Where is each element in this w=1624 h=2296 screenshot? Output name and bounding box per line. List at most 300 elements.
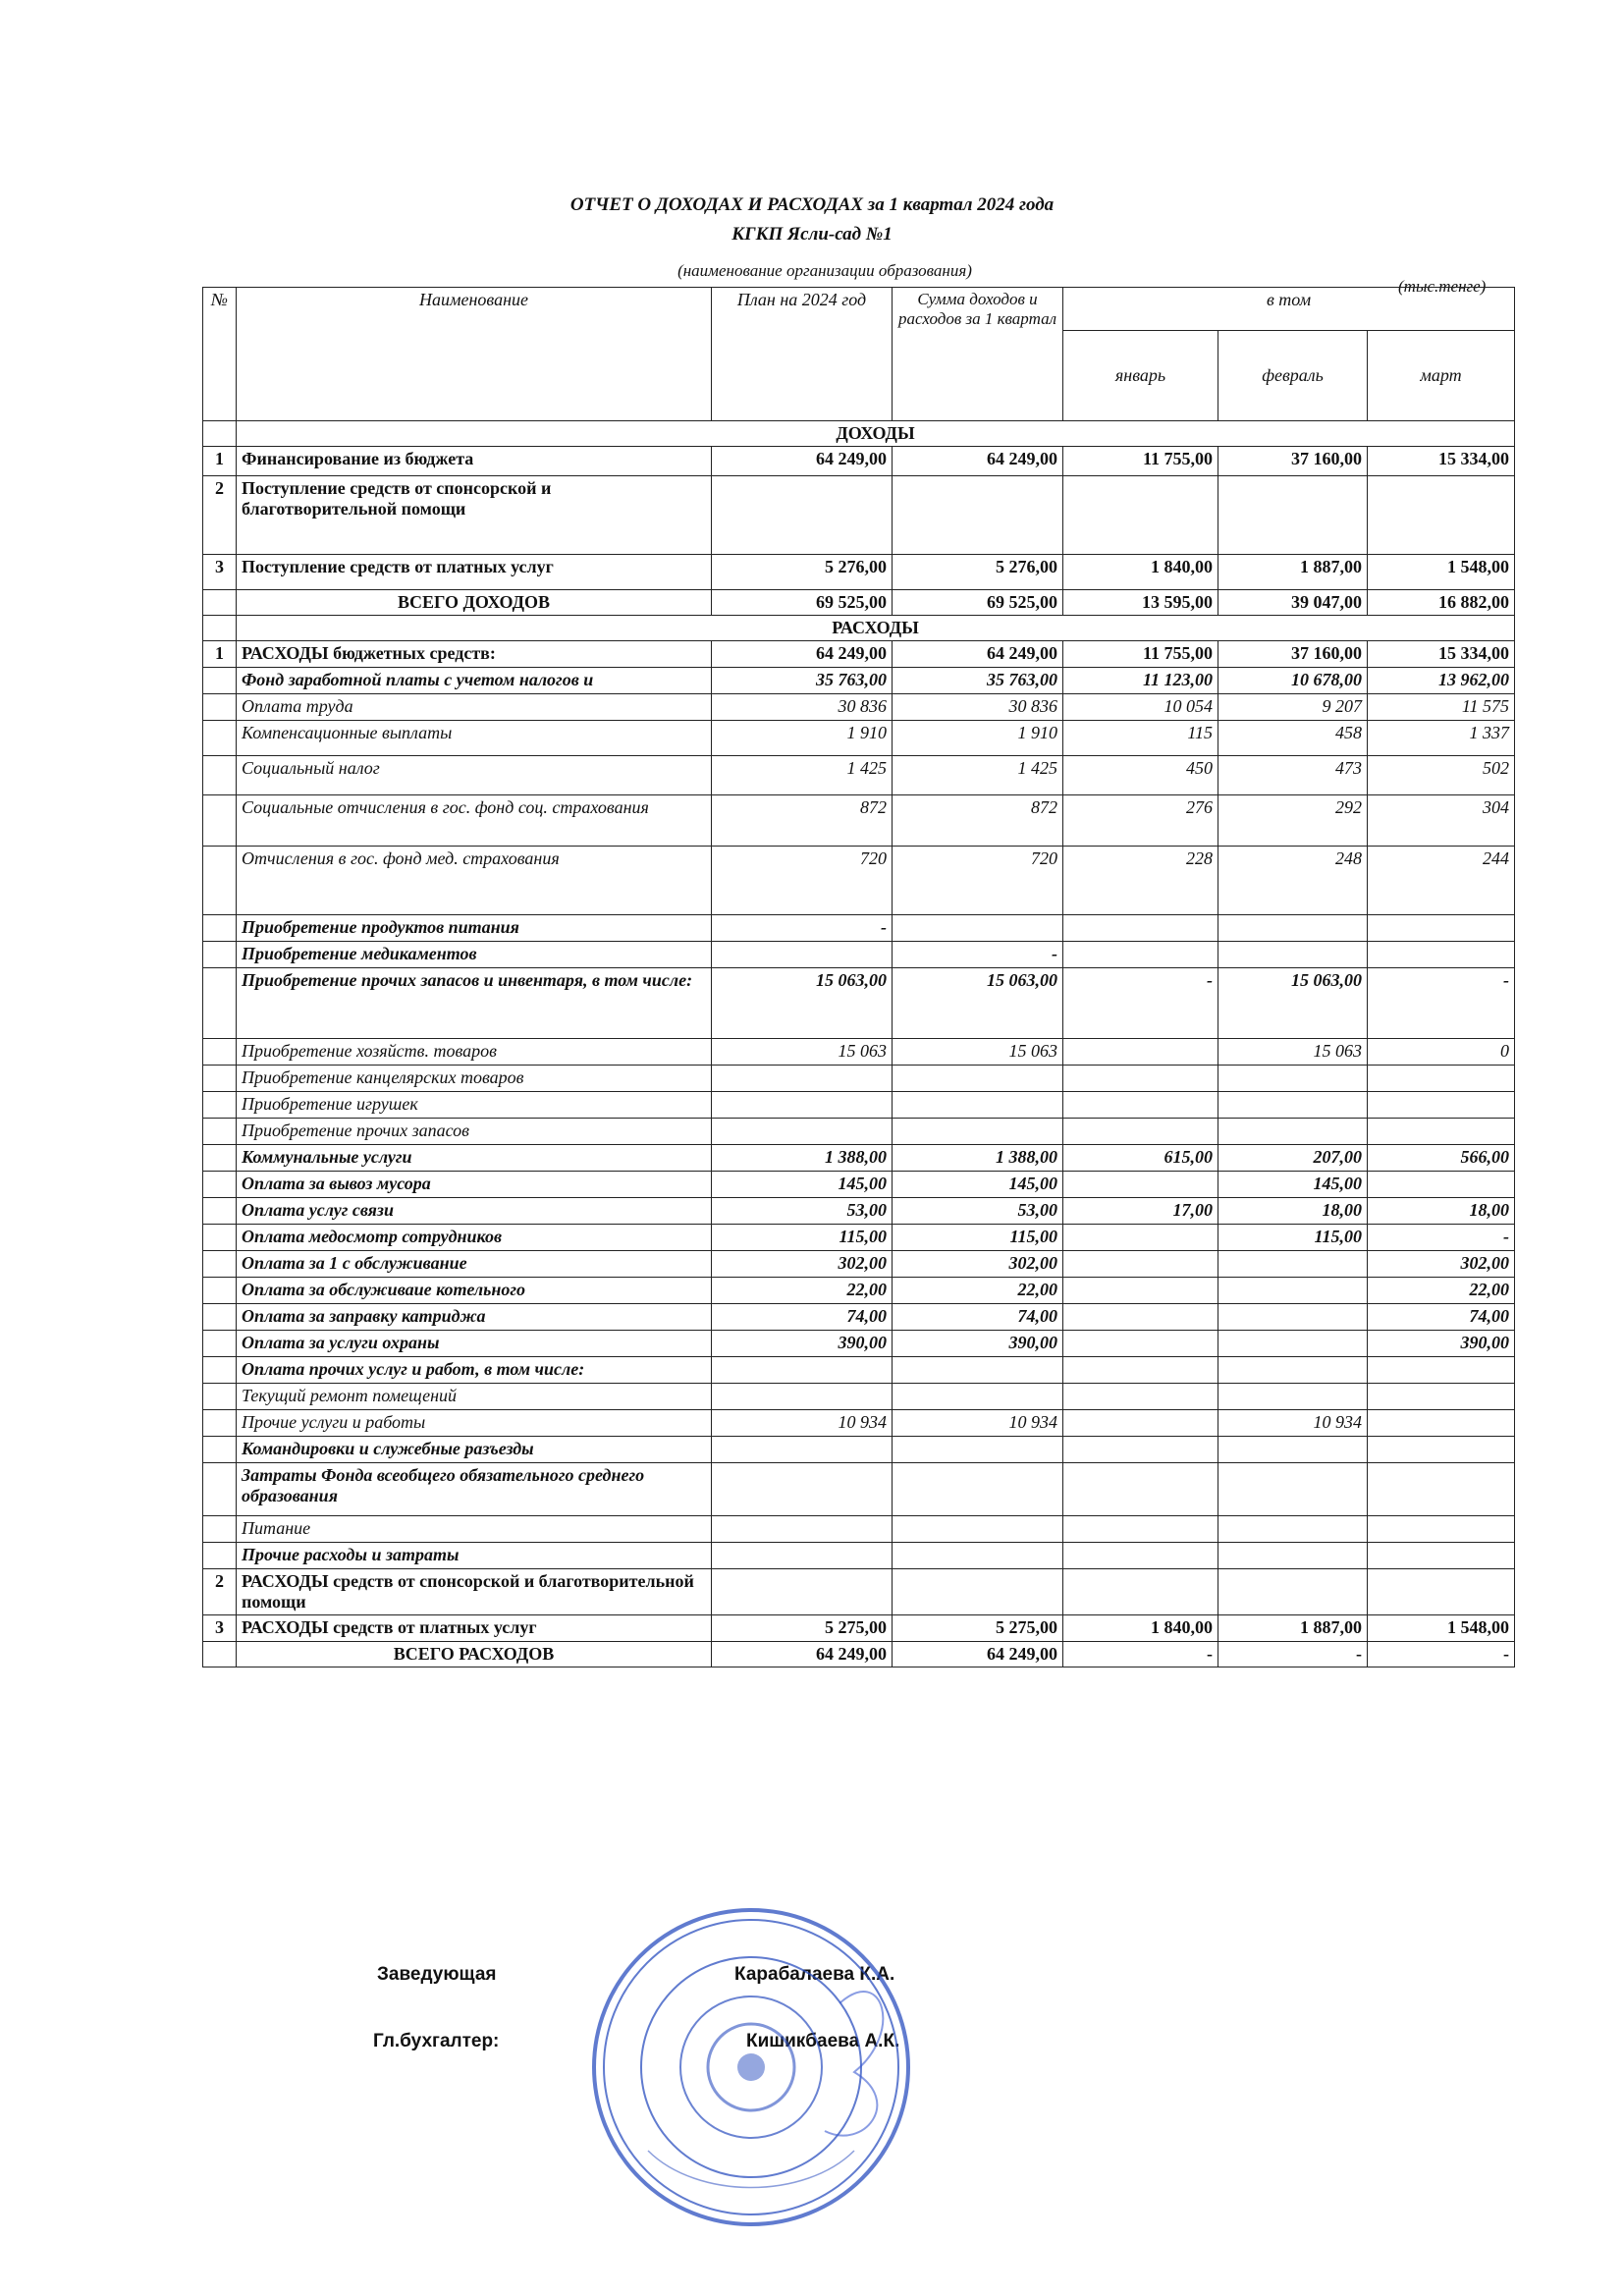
row-number (203, 795, 237, 847)
feb-value (1218, 1437, 1368, 1463)
row-name: Приобретение прочих запасов (237, 1119, 712, 1145)
feb-value (1218, 1251, 1368, 1278)
plan-value (712, 1092, 893, 1119)
feb-value: 145,00 (1218, 1172, 1368, 1198)
mar-value (1368, 1463, 1515, 1516)
feb-value: 9 207 (1218, 694, 1368, 721)
jan-value (1063, 1437, 1218, 1463)
plan-value: 74,00 (712, 1304, 893, 1331)
feb-value (1218, 1463, 1368, 1516)
income-total-row (203, 590, 1515, 616)
plan-value: 22,00 (712, 1278, 893, 1304)
table-row (203, 1119, 1515, 1145)
row-number: 1 (203, 641, 237, 668)
plan-value: 35 763,00 (712, 668, 893, 694)
feb-value: 248 (1218, 847, 1368, 915)
jan-value (1063, 1357, 1218, 1384)
feb-value (1218, 476, 1368, 555)
accountant-name: Кишикбаева А.К. (746, 2031, 900, 2051)
row-name: Оплата услуг связи (237, 1198, 712, 1225)
plan-value (712, 476, 893, 555)
table-row (203, 641, 1515, 668)
plan-value: 5 276,00 (712, 555, 893, 590)
sum-value: 145,00 (893, 1172, 1063, 1198)
jan-value (1063, 1410, 1218, 1437)
table-row (203, 1615, 1515, 1642)
row-number (203, 1384, 237, 1410)
table-row (203, 942, 1515, 968)
feb-value (1218, 1092, 1368, 1119)
row-name: Командировки и служебные разъезды (237, 1437, 712, 1463)
sum-value (893, 1543, 1063, 1569)
row-name: Поступление средств от платных услуг (237, 555, 712, 590)
mar-value (1368, 1410, 1515, 1437)
plan-value: 10 934 (712, 1410, 893, 1437)
sum-value: 15 063 (893, 1039, 1063, 1066)
col-in-that: в том (1063, 288, 1515, 331)
sum-value: 115,00 (893, 1225, 1063, 1251)
table-row (203, 1410, 1515, 1437)
total-label: ВСЕГО РАСХОДОВ (237, 1642, 712, 1667)
sum-value (893, 1384, 1063, 1410)
jan-value (1063, 1225, 1218, 1251)
jan-value (1063, 1066, 1218, 1092)
jan-value (1063, 1516, 1218, 1543)
feb-value (1218, 1516, 1368, 1543)
plan-value: 302,00 (712, 1251, 893, 1278)
table-row (203, 1516, 1515, 1543)
row-number: 2 (203, 476, 237, 555)
mar-value: 0 (1368, 1039, 1515, 1066)
row-number (203, 1039, 237, 1066)
expense-total-row (203, 1642, 1515, 1667)
total-sum: 69 525,00 (893, 590, 1063, 616)
mar-value: 302,00 (1368, 1251, 1515, 1278)
jan-value (1063, 915, 1218, 942)
table-row (203, 1543, 1515, 1569)
table-row (203, 968, 1515, 1039)
col-name: Наименование (237, 288, 712, 421)
plan-value (712, 1569, 893, 1615)
sum-value (893, 915, 1063, 942)
table-row (203, 1384, 1515, 1410)
sum-value: 53,00 (893, 1198, 1063, 1225)
col-plan: План на 2024 год (712, 288, 893, 421)
total-plan: 69 525,00 (712, 590, 893, 616)
row-name: Затраты Фонда всеобщего обязательного среднего образования (237, 1463, 712, 1516)
table-row (203, 1066, 1515, 1092)
row-name: Отчисления в гос. фонд мед. страхования (237, 847, 712, 915)
feb-value (1218, 1384, 1368, 1410)
plan-value (712, 1463, 893, 1516)
sum-value (893, 1066, 1063, 1092)
mar-value: 390,00 (1368, 1331, 1515, 1357)
col-sum: Сумма доходов и расходов за 1 квартал (893, 288, 1063, 421)
row-name: Финансирование из бюджета (237, 447, 712, 476)
row-number (203, 721, 237, 756)
mar-value (1368, 1569, 1515, 1615)
mar-value (1368, 476, 1515, 555)
row-name: Приобретение канцелярских товаров (237, 1066, 712, 1092)
table-row (203, 694, 1515, 721)
sum-value: 64 249,00 (893, 641, 1063, 668)
row-number (203, 694, 237, 721)
report-body (203, 421, 1515, 1667)
mar-value: 22,00 (1368, 1278, 1515, 1304)
sum-value: 1 425 (893, 756, 1063, 795)
jan-value: 11 755,00 (1063, 641, 1218, 668)
sum-value: 390,00 (893, 1331, 1063, 1357)
total-jan: 13 595,00 (1063, 590, 1218, 616)
row-name: Оплата труда (237, 694, 712, 721)
row-number (203, 756, 237, 795)
report-title: ОТЧЕТ О ДОХОДАХ И РАСХОДАХ за 1 квартал 2024 года (569, 194, 1055, 215)
row-name: Прочие услуги и работы (237, 1410, 712, 1437)
sum-value: 30 836 (893, 694, 1063, 721)
total-mar: - (1368, 1642, 1515, 1667)
jan-value (1063, 1119, 1218, 1145)
section-title: РАСХОДЫ (237, 616, 1515, 641)
row-number (203, 1463, 237, 1516)
plan-value: 872 (712, 795, 893, 847)
plan-value: 15 063,00 (712, 968, 893, 1039)
accountant-label: Гл.бухгалтер: (373, 2031, 500, 2051)
feb-value (1218, 1569, 1368, 1615)
row-name: Приобретение прочих запасов и инвентаря, в том числе: (237, 968, 712, 1039)
jan-value (1063, 1172, 1218, 1198)
sum-value: 1 910 (893, 721, 1063, 756)
row-name: РАСХОДЫ средств от платных услуг (237, 1615, 712, 1642)
total-no-cell (203, 590, 237, 616)
table-row (203, 1463, 1515, 1516)
mar-value: - (1368, 1225, 1515, 1251)
jan-value (1063, 942, 1218, 968)
jan-value: 228 (1063, 847, 1218, 915)
row-name: Поступление средств от спонсорской и благотворительной помощи (237, 476, 712, 555)
feb-value: 15 063,00 (1218, 968, 1368, 1039)
mar-value (1368, 1384, 1515, 1410)
row-number (203, 1516, 237, 1543)
official-stamp-icon (589, 1905, 913, 2229)
jan-value (1063, 1331, 1218, 1357)
table-row (203, 1145, 1515, 1172)
row-number (203, 847, 237, 915)
row-name: Социальный налог (237, 756, 712, 795)
section-no-cell (203, 421, 237, 447)
sum-value: - (893, 942, 1063, 968)
sum-value (893, 1516, 1063, 1543)
mar-value: 1 548,00 (1368, 1615, 1515, 1642)
mar-value (1368, 1357, 1515, 1384)
row-number (203, 1357, 237, 1384)
table-row (203, 668, 1515, 694)
plan-value: - (712, 915, 893, 942)
feb-value: 207,00 (1218, 1145, 1368, 1172)
mar-value: 74,00 (1368, 1304, 1515, 1331)
row-number (203, 1225, 237, 1251)
row-number (203, 1198, 237, 1225)
sum-value (893, 1463, 1063, 1516)
feb-value: 18,00 (1218, 1198, 1368, 1225)
row-name: Фонд заработной платы с учетом налогов и (237, 668, 712, 694)
row-number (203, 1251, 237, 1278)
row-number: 3 (203, 1615, 237, 1642)
row-name: Оплата за заправку катриджа (237, 1304, 712, 1331)
jan-value: 10 054 (1063, 694, 1218, 721)
feb-value: 115,00 (1218, 1225, 1368, 1251)
row-name: Оплата за вывоз мусора (237, 1172, 712, 1198)
table-row (203, 447, 1515, 476)
plan-value: 1 910 (712, 721, 893, 756)
table-row (203, 1569, 1515, 1615)
jan-value (1063, 1278, 1218, 1304)
plan-value: 1 425 (712, 756, 893, 795)
table-row (203, 915, 1515, 942)
sum-value: 15 063,00 (893, 968, 1063, 1039)
plan-value: 15 063 (712, 1039, 893, 1066)
row-name: Приобретение медикаментов (237, 942, 712, 968)
mar-value (1368, 1119, 1515, 1145)
mar-value: 566,00 (1368, 1145, 1515, 1172)
row-number: 1 (203, 447, 237, 476)
mar-value (1368, 1437, 1515, 1463)
feb-value: 1 887,00 (1218, 555, 1368, 590)
mar-value: 502 (1368, 756, 1515, 795)
row-number (203, 1331, 237, 1357)
table-row (203, 1172, 1515, 1198)
col-no: № (203, 288, 237, 421)
row-number (203, 915, 237, 942)
row-number (203, 1119, 237, 1145)
table-row (203, 1304, 1515, 1331)
plan-value (712, 1384, 893, 1410)
head-label: Заведующая (377, 1964, 497, 1985)
jan-value (1063, 1304, 1218, 1331)
plan-value: 53,00 (712, 1198, 893, 1225)
feb-value (1218, 942, 1368, 968)
plan-value: 5 275,00 (712, 1615, 893, 1642)
jan-value: 1 840,00 (1063, 555, 1218, 590)
unit-label: (тыс.тенге) (1398, 277, 1487, 296)
feb-value (1218, 1278, 1368, 1304)
mar-value (1368, 1543, 1515, 1569)
mar-value: 1 337 (1368, 721, 1515, 756)
table-row (203, 1225, 1515, 1251)
sum-value: 10 934 (893, 1410, 1063, 1437)
sum-value: 720 (893, 847, 1063, 915)
feb-value: 473 (1218, 756, 1368, 795)
mar-value: 304 (1368, 795, 1515, 847)
sum-value: 302,00 (893, 1251, 1063, 1278)
row-name: Коммунальные услуги (237, 1145, 712, 1172)
row-number (203, 1092, 237, 1119)
col-mar: март (1368, 331, 1515, 421)
feb-value: 292 (1218, 795, 1368, 847)
total-feb: - (1218, 1642, 1368, 1667)
mar-value (1368, 1092, 1515, 1119)
total-no-cell (203, 1642, 237, 1667)
row-name: Текущий ремонт помещений (237, 1384, 712, 1410)
table-row (203, 847, 1515, 915)
report-table (202, 287, 1515, 1667)
plan-value: 145,00 (712, 1172, 893, 1198)
section-title: ДОХОДЫ (237, 421, 1515, 447)
mar-value: 11 575 (1368, 694, 1515, 721)
row-name: Приобретение игрушек (237, 1092, 712, 1119)
organization-name: КГКП Ясли-сад №1 (731, 224, 893, 245)
row-name: РАСХОДЫ бюджетных средств: (237, 641, 712, 668)
feb-value (1218, 1357, 1368, 1384)
table-row (203, 1092, 1515, 1119)
mar-value: 13 962,00 (1368, 668, 1515, 694)
table-row (203, 1437, 1515, 1463)
sum-value: 872 (893, 795, 1063, 847)
jan-value: 450 (1063, 756, 1218, 795)
jan-value: 115 (1063, 721, 1218, 756)
sum-value: 74,00 (893, 1304, 1063, 1331)
row-name: Компенсационные выплаты (237, 721, 712, 756)
table-row (203, 555, 1515, 590)
sum-value: 64 249,00 (893, 447, 1063, 476)
table-row (203, 1331, 1515, 1357)
row-name: Оплата за услуги охраны (237, 1331, 712, 1357)
feb-value: 10 934 (1218, 1410, 1368, 1437)
feb-value (1218, 915, 1368, 942)
mar-value (1368, 915, 1515, 942)
row-number (203, 1543, 237, 1569)
sum-value (893, 1119, 1063, 1145)
table-row (203, 1198, 1515, 1225)
plan-value: 1 388,00 (712, 1145, 893, 1172)
jan-value: 1 840,00 (1063, 1615, 1218, 1642)
table-row (203, 1357, 1515, 1384)
total-mar: 16 882,00 (1368, 590, 1515, 616)
row-number (203, 1410, 237, 1437)
row-name: Питание (237, 1516, 712, 1543)
col-feb: февраль (1218, 331, 1368, 421)
section-no-cell (203, 616, 237, 641)
mar-value: 18,00 (1368, 1198, 1515, 1225)
row-name: Приобретение продуктов питания (237, 915, 712, 942)
feb-value: 37 160,00 (1218, 447, 1368, 476)
row-name: Приобретение хозяйств. товаров (237, 1039, 712, 1066)
mar-value (1368, 1516, 1515, 1543)
feb-value (1218, 1304, 1368, 1331)
total-label: ВСЕГО ДОХОДОВ (237, 590, 712, 616)
table-row (203, 1039, 1515, 1066)
plan-value: 390,00 (712, 1331, 893, 1357)
mar-value: 244 (1368, 847, 1515, 915)
jan-value (1063, 1384, 1218, 1410)
sum-value: 22,00 (893, 1278, 1063, 1304)
sum-value (893, 1437, 1063, 1463)
feb-value (1218, 1119, 1368, 1145)
row-name: Оплата за обслуживаие котельного (237, 1278, 712, 1304)
total-sum: 64 249,00 (893, 1642, 1063, 1667)
row-number: 3 (203, 555, 237, 590)
plan-value (712, 1357, 893, 1384)
feb-value: 10 678,00 (1218, 668, 1368, 694)
jan-value (1063, 476, 1218, 555)
mar-value: 1 548,00 (1368, 555, 1515, 590)
table-row (203, 476, 1515, 555)
row-name: Социальные отчисления в гос. фонд соц. страхования (237, 795, 712, 847)
total-plan: 64 249,00 (712, 1642, 893, 1667)
plan-value (712, 1437, 893, 1463)
row-number (203, 942, 237, 968)
sum-value: 5 276,00 (893, 555, 1063, 590)
feb-value (1218, 1543, 1368, 1569)
plan-value (712, 942, 893, 968)
sum-value (893, 1569, 1063, 1615)
jan-value: 11 123,00 (1063, 668, 1218, 694)
plan-value (712, 1516, 893, 1543)
row-number (203, 1304, 237, 1331)
plan-value: 720 (712, 847, 893, 915)
row-name: Оплата прочих услуг и работ, в том числе: (237, 1357, 712, 1384)
feb-value: 1 887,00 (1218, 1615, 1368, 1642)
plan-value: 115,00 (712, 1225, 893, 1251)
feb-value: 458 (1218, 721, 1368, 756)
jan-value (1063, 1092, 1218, 1119)
plan-value (712, 1066, 893, 1092)
row-number (203, 668, 237, 694)
row-number (203, 1437, 237, 1463)
table-row (203, 1251, 1515, 1278)
row-number (203, 1145, 237, 1172)
feb-value: 37 160,00 (1218, 641, 1368, 668)
mar-value (1368, 942, 1515, 968)
plan-value: 64 249,00 (712, 641, 893, 668)
jan-value: 11 755,00 (1063, 447, 1218, 476)
mar-value: - (1368, 968, 1515, 1039)
total-feb: 39 047,00 (1218, 590, 1368, 616)
row-number (203, 968, 237, 1039)
plan-value: 64 249,00 (712, 447, 893, 476)
row-name: Оплата медосмотр сотрудников (237, 1225, 712, 1251)
mar-value (1368, 1066, 1515, 1092)
plan-value (712, 1543, 893, 1569)
jan-value (1063, 1039, 1218, 1066)
jan-value: 17,00 (1063, 1198, 1218, 1225)
row-number (203, 1172, 237, 1198)
row-name: Прочие расходы и затраты (237, 1543, 712, 1569)
mar-value: 15 334,00 (1368, 447, 1515, 476)
jan-value: - (1063, 968, 1218, 1039)
jan-value (1063, 1251, 1218, 1278)
row-number (203, 1278, 237, 1304)
head-name: Карабалаева К.А. (734, 1964, 895, 1985)
jan-value: 276 (1063, 795, 1218, 847)
jan-value (1063, 1543, 1218, 1569)
sum-value: 1 388,00 (893, 1145, 1063, 1172)
income-section-title (203, 421, 1515, 447)
jan-value (1063, 1463, 1218, 1516)
sum-value (893, 1092, 1063, 1119)
sum-value: 5 275,00 (893, 1615, 1063, 1642)
mar-value (1368, 1172, 1515, 1198)
sum-value: 35 763,00 (893, 668, 1063, 694)
plan-value: 30 836 (712, 694, 893, 721)
feb-value: 15 063 (1218, 1039, 1368, 1066)
feb-value (1218, 1331, 1368, 1357)
jan-value (1063, 1569, 1218, 1615)
table-row (203, 795, 1515, 847)
row-name: РАСХОДЫ средств от спонсорской и благотворительной помощи (237, 1569, 712, 1615)
table-row (203, 721, 1515, 756)
expense-section-title (203, 616, 1515, 641)
plan-value (712, 1119, 893, 1145)
